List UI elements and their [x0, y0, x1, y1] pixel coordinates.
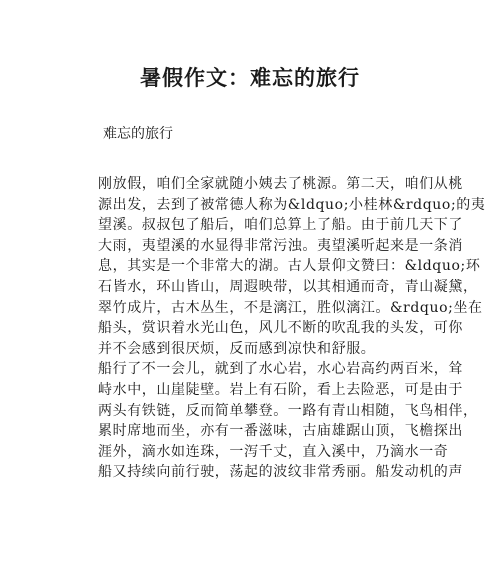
body-line: 石皆水，环山皆山，周遐映带，以其相通而奇，青山凝黛，: [98, 278, 478, 295]
body-line: 两头有铁链，反而简单攀登。一路有青山相随，飞鸟相伴，: [98, 402, 478, 419]
body-line: 息，其实是一个非常大的湖。古人景仰文赞曰：&ldquo;环: [98, 258, 481, 275]
document-title: 暑假作文：难忘的旅行: [140, 65, 360, 90]
body-line: 大雨，夷望溪的水显得非常污浊。夷望溪听起来是一条消: [98, 237, 463, 254]
body-line: 船头，赏识着水光山色，风儿不断的吹乱我的头发，可你: [98, 320, 463, 337]
body-line: 船行了不一会儿，就到了水心岩，水心岩高约两百米，耸: [98, 361, 463, 378]
body-line: 源出发，去到了被常德人称为&ldquo;小桂林&rdquo;的夷: [98, 196, 486, 213]
body-line: 累时席地而坐，亦有一番滋味，古庙雄踞山顶，飞檐探出: [98, 423, 463, 440]
body-line: 并不会感到很厌烦，反而感到凉快和舒服。: [98, 340, 376, 357]
body-line: 峙水中，山崖陡壁。岩上有石阶，看上去险恶，可是由于: [98, 381, 463, 398]
document-subtitle: 难忘的旅行: [103, 126, 173, 142]
body-line: 涯外，滴水如连珠，一泻千丈，直入溪中，乃滴水一奇: [98, 443, 449, 460]
body-line: 船又持续向前行驶，荡起的波纹非常秀丽。船发动机的声: [98, 464, 463, 481]
body-line: 翠竹成片，古木丛生，不是漓江，胜似漓江。&rdquo;坐在: [98, 299, 483, 316]
body-line: 刚放假，咱们全家就随小姨去了桃源。第二天，咱们从桃: [98, 176, 463, 192]
document-body: [98, 174, 486, 483]
body-line: 望溪。叔叔包了船后，咱们总算上了船。由于前几天下了: [98, 217, 463, 234]
